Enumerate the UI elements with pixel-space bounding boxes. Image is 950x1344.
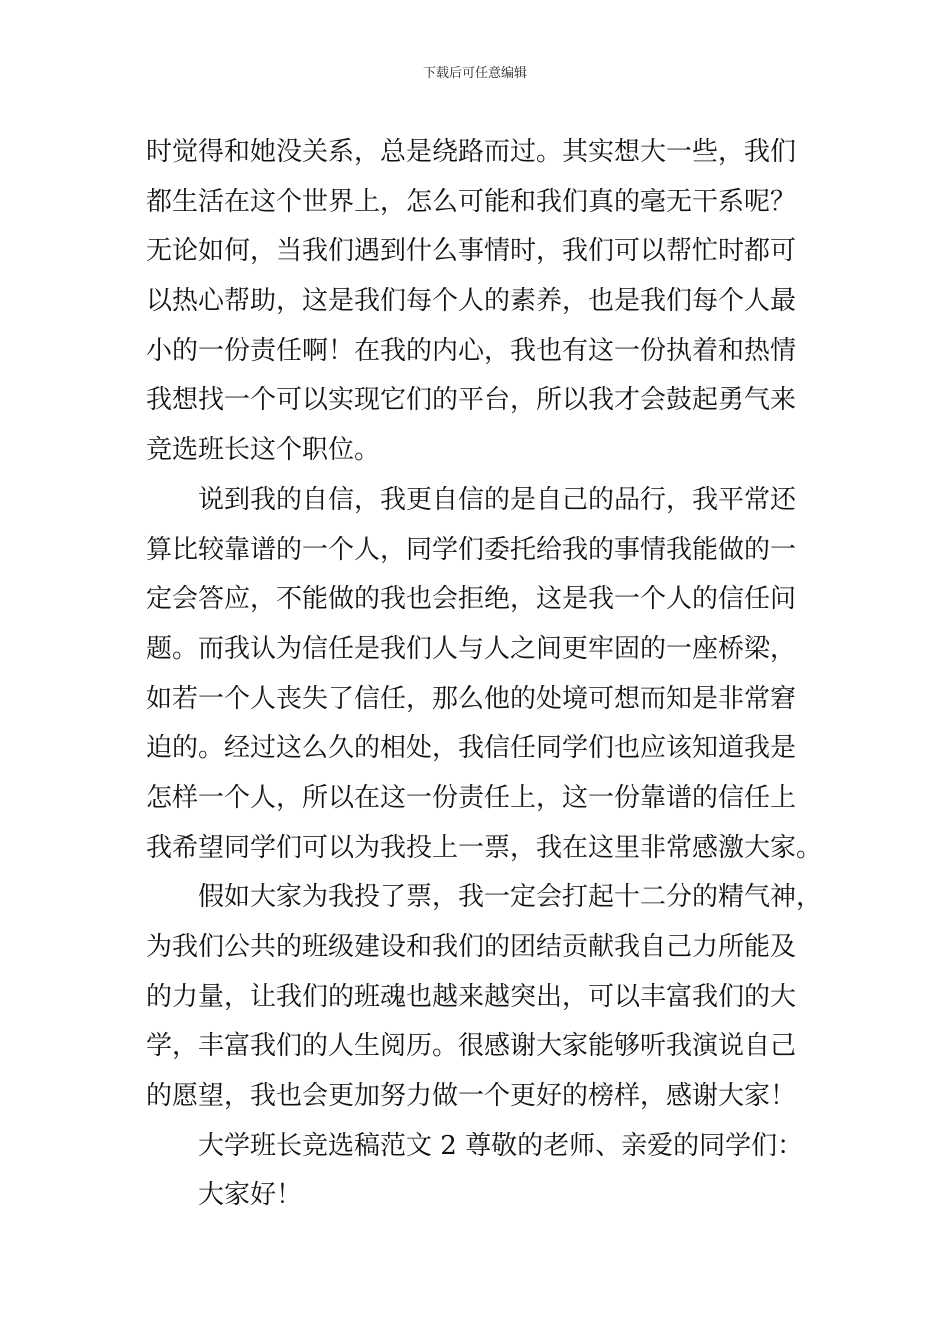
text-line: 题。而我认为信任是我们人与人之间更牢固的一座桥梁， (146, 633, 797, 664)
text-line: 我希望同学们可以为我投上一票，我在这里非常感激大家。 (146, 832, 823, 863)
text-line: 如若一个人丧失了信任，那么他的处境可想而知是非常窘 (146, 683, 797, 714)
section-title-line: 大学班长竞选稿范文 2 尊敬的老师、亲爱的同学们： (198, 1130, 804, 1161)
text-line: 学，丰富我们的人生阅历。很感谢大家能够听我演说自己 (146, 1031, 797, 1062)
text-line: 的力量，让我们的班魂也越来越突出，可以丰富我们的大 (146, 981, 797, 1012)
page-header: 下载后可任意编辑 (422, 66, 527, 81)
text-line: 竞选班长这个职位。 (146, 435, 381, 466)
greeting-line: 大家好！ (198, 1180, 303, 1211)
text-line: 定会答应，不能做的我也会拒绝，这是我一个人的信任问 (146, 584, 797, 615)
text-line: 小的一份责任啊！在我的内心，我也有这一份执着和热情 (146, 335, 797, 366)
text-line: 无论如何，当我们遇到什么事情时，我们可以帮忙时都可 (146, 236, 797, 267)
text-line: 都生活在这个世界上，怎么可能和我们真的毫无干系呢？ (146, 186, 797, 217)
text-line: 为我们公共的班级建设和我们的团结贡献我自己力所能及 (146, 932, 797, 962)
text-line: 怎样一个人，所以在这一份责任上，这一份靠谱的信任上 (146, 782, 797, 813)
text-line: 我想找一个可以实现它们的平台，所以我才会鼓起勇气来 (146, 385, 797, 416)
document-body (146, 128, 836, 1221)
text-line: 时觉得和她没关系，总是绕路而过。其实想大一些，我们 (146, 137, 797, 167)
text-line: 算比较靠谱的一个人，同学们委托给我的事情我能做的一 (146, 534, 797, 565)
text-line: 以热心帮助，这是我们每个人的素养，也是我们每个人最 (146, 286, 797, 317)
paragraph-start-line: 假如大家为我投了票，我一定会打起十二分的精气神， (198, 882, 823, 913)
text-line: 迫的。经过这么久的相处，我信任同学们也应该知道我是 (146, 733, 797, 764)
text-line: 的愿望，我也会更加努力做一个更好的榜样，感谢大家！ (146, 1081, 797, 1112)
paragraph-start-line: 说到我的自信，我更自信的是自己的品行，我平常还 (198, 484, 797, 515)
